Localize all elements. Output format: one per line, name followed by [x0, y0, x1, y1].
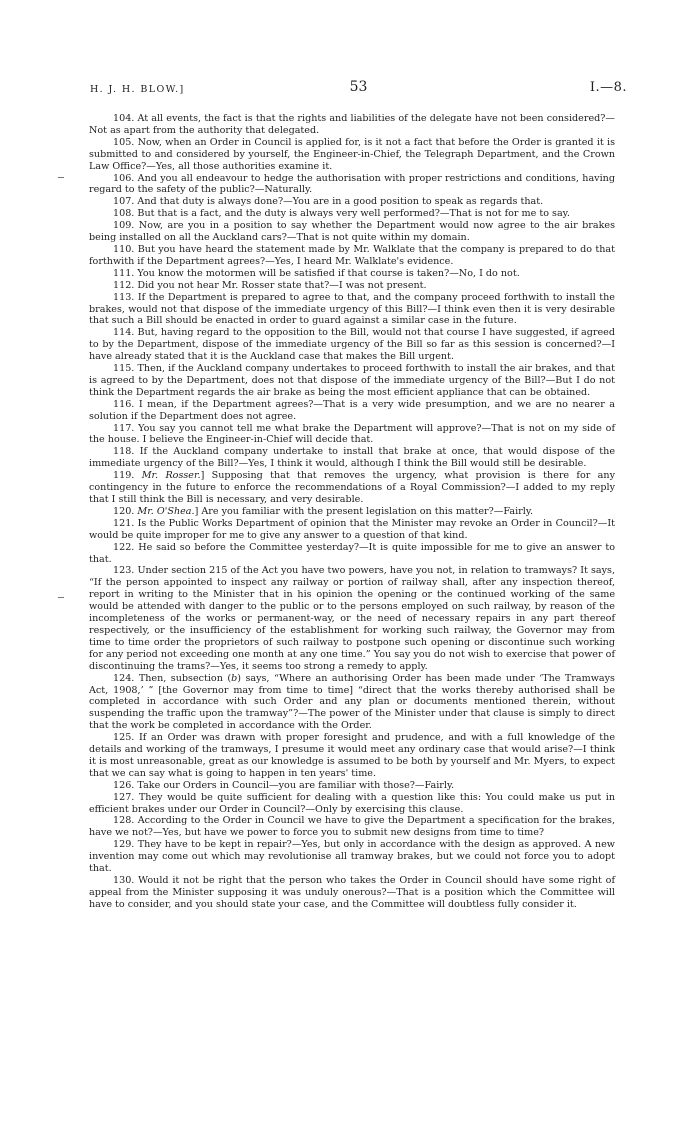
question-126: 126. Take our Orders in Council—you are familiar with those?—Fairly. — [113, 779, 455, 791]
question-127: 127. They would be quite sufficient for dealing with a question like this: You could make us put in efficient brakes under our Order in Council?—Only by exercising this clause. — [89, 791, 615, 815]
question-106: 106. And you all endeavour to hedge the authorisation with proper restrictions and conditions, having regard to the safety of the public?—Naturally. — [89, 172, 615, 196]
question-109: 109. Now, are you in a position to say whether the Department would now agree to the air brakes being installed on all the Auckland cars?—That is not quite within my domain. — [89, 220, 615, 244]
question-115: 115. Then, if the Auckland company undertakes to proceed forthwith to install the air brakes, and that is agreed to by the Department, does not that dispose of the immediate urgency of the Bill?—But I do not think the Department regards the air brake as being the most efficient appliance that can be obtained. — [89, 363, 615, 398]
question-116: 116. I mean, if the Department agrees?—That is a very wide presumption, and we are no nearer a solution if the Department does not agree. — [89, 398, 615, 422]
page-number: 53 — [349, 79, 368, 95]
question-121: 121. Is the Public Works Department of opinion that the Minister may revoke an Order in Council?—It would be quite improper for me to give any answer to a question of that kind. — [89, 517, 615, 541]
question-122: 122. He said so before the Committee yesterday?—It is quite impossible for me to give an answer to that. — [89, 541, 615, 565]
margin-mark — [58, 597, 64, 598]
document-reference: I.—8. — [589, 80, 627, 95]
question-112: 112. Did you not hear Mr. Rosser state that?—I was not present. — [113, 279, 427, 291]
question-105: 105. Now, when an Order in Council is applied for, is it not a fact that before the Order is granted it is submitted to and considered by yourself, the Engineer-in-Chief, the Telegraph Department, and the Crown Law Office?—Yes, all those authorities examine it. — [89, 136, 615, 172]
margin-mark — [58, 177, 64, 178]
question-123: 123. Under section 215 of the Act you have two powers, have you not, in relation to tramways? It says, “If the person appointed to inspect any railway or portion of railway shall, after any inspection thereof, report in writing to the Minister that in his opinion the opening or the continued working of the same would be attended with danger to the public or to the persons employed on such railway, by reason of the incompleteness of the works or permanent-way, or the need of necessary repairs in any part thereof respectively, or the insufficiency of the establishment for working such railway, the Governor may from time to time order the proprietors of such railway to postpone such opening or discontinue such working for any period not exceeding one month at any one time.” You say you do not wish to exercise that power of discontinuing the trams?—Yes, it seems too strong a remedy to apply. — [89, 565, 615, 672]
testimony-body — [89, 113, 615, 911]
question-118: 118. If the Auckland company undertake to install that brake at once, that would dispose of the immediate urgency of the Bill?—Yes, I think it would, although I think the Bill would still be desirable. — [89, 446, 615, 470]
question-108: 108. But that is a fact, and the duty is always very well performed?—That is not for me to say. — [113, 208, 570, 220]
witness-name: H. J. H. BLOW.] — [90, 84, 185, 95]
question-113: 113. If the Department is prepared to agree to that, and the company proceed forthwith to install the brakes, would not that dispose of the immediate urgency of this Bill?—I think even then it is very desirable that such a Bill should be enacted in order to guard against a similar case in the future. — [89, 291, 615, 327]
question-107: 107. And that duty is always done?—You are in a good position to speak as regards that. — [113, 196, 544, 208]
question-110: 110. But you have heard the statement made by Mr. Walklate that the company is prepared to do that forthwith if the Department agrees?—Yes, I heard Mr. Walklate's evidence. — [89, 243, 615, 267]
question-125: 125. If an Order was drawn with proper foresight and prudence, and with a full knowledge of the details and working of the tramways, I presume it would meet any ordinary case that would arise?—I think it is most unreasonable, great as our knowledge is assumed to be both by yourself and Mr. Myers, to expect that we can say what is going to happen in ten years' time. — [89, 732, 615, 779]
question-114: 114. But, having regard to the opposition to the Bill, would not that course I have suggested, if agreed to by the Department, dispose of the immediate urgency of the Bill so far as this session is concerned?—I have already stated that it is the Auckland case that makes the Bill urgent. — [89, 327, 615, 363]
question-129: 129. They have to be kept in repair?—Yes, but only in accordance with the design as approved. A new invention may come out which may revolutionise all tramway brakes, but we could not force you to adopt that. — [89, 839, 615, 875]
question-117: 117. You say you cannot tell me what brake the Department will approve?—That is not on my side of the house. I believe the Engineer-in-Chief will decide that. — [89, 422, 615, 446]
question-119: 119. Mr. Rosser.] Supposing that that removes the urgency, what provision is there for any contingency in the future to enforce the recommendations of a Royal Commission?—I added to my reply that I still think the Bill is necessary, and very desirable. — [89, 470, 615, 505]
question-120: 120. Mr. O'Shea.] Are you familiar with the present legislation on this matter?—Fairly. — [113, 505, 534, 517]
question-111: 111. You know the motormen will be satisfied if that course is taken?—No, I do not. — [113, 267, 520, 279]
page-header — [90, 79, 627, 99]
question-104: 104. At all events, the fact is that the rights and liabilities of the delegate have not been considered?—Not as apart from the authority that delegated. — [89, 113, 615, 136]
question-128: 128. According to the Order in Council we have to give the Department a specification for the brakes, have we not?—Yes, but have we power to force you to submit new designs from time to time? — [89, 815, 615, 839]
question-124: 124. Then, subsection (b) says, “Where an authorising Order has been made under ‘The Tramways Act, 1908,’ ” [the Governor may from time to time] “direct that the works thereby authorised shall be completed in accordance with such Order and any plan or documents mentioned therein, without suspending the traffic upon the tramway”?—The power of the Minister under that clause is simply to direct that the work be completed in accordance with the Order. — [89, 672, 615, 732]
question-130: 130. Would it not be right that the person who takes the Order in Council should have some right of appeal from the Minister supposing it was unduly onerous?—That is a position which the Committee will have to consider, and you should state your case, and the Committee will doubtless fully consider it. — [89, 875, 615, 910]
